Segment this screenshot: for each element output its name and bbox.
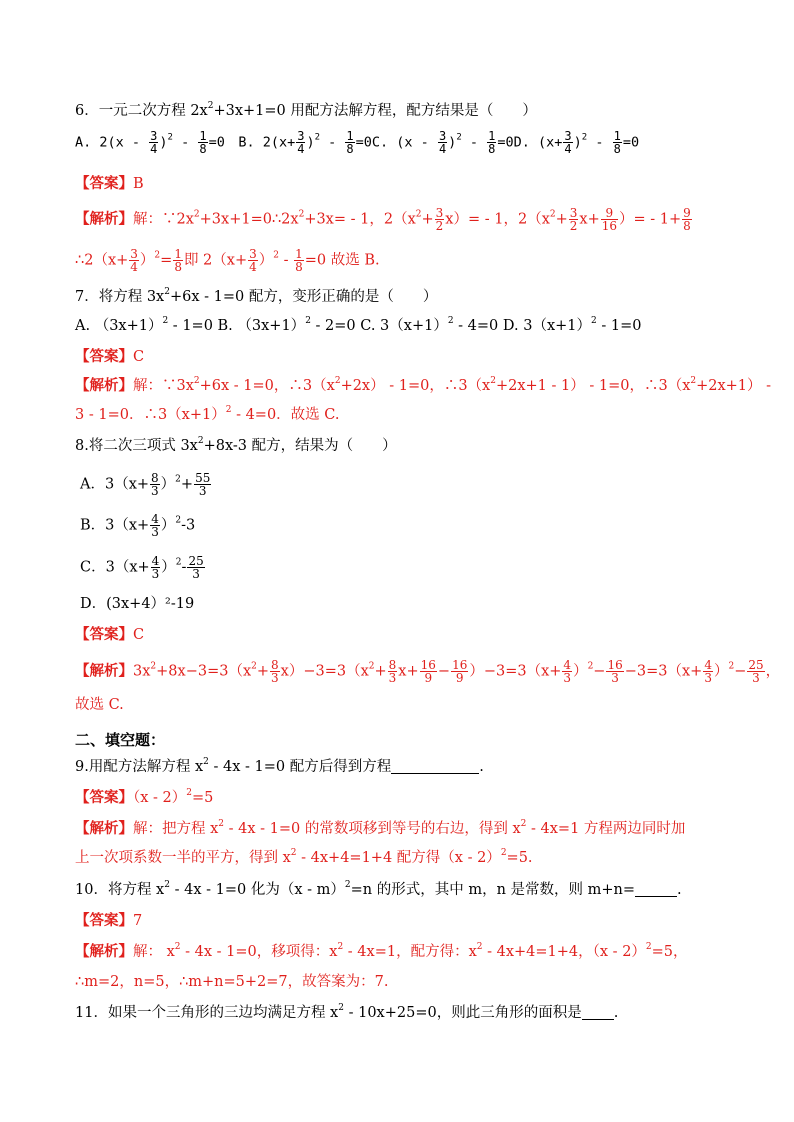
q10-analysis-line1: 【解析】解： $x^2 - 4x - 1=0$，移项得：$x^2 - 4x=1$，配方得：$x^2 - 4x+4=1+4$，（x - 2）$^2$=5， (75, 942, 688, 960)
q10-answer-blank[interactable] (635, 881, 677, 897)
q10-analysis-line2: ∴m=2，n=5，∴m+n=5+2=7，故答案为：7. (75, 974, 389, 990)
q8-option-b: B．3（x+ $\frac{4}{3}$ ）$^2$-3 (80, 512, 196, 539)
q7-options: A. $(3x+1)^2 - 1=0$ B. $(3x+1)^2 - 2=0$ C. $3(x+1)^2 - 4=0$ D. $3(x+1)^2 - 1=0$ (75, 316, 642, 334)
q6-stem: 6．一元二次方程 $2x^2+3x+1=0$ 用配方法解方程，配方结果是（ ） (75, 101, 537, 119)
section-heading: 二、填空题： (75, 731, 166, 749)
q9-analysis-line2: 上一次项系数一半的平方，得到 $x^2 - 4x+4=1+4$ 配方得（x - 2）$^2$=5. (75, 848, 533, 866)
q8-option-c: C．3（x+ $\frac{4}{3}$ ）$^2$- $\frac{25}{3}$ (80, 554, 204, 581)
q10-answer: 【答案】7 (75, 912, 143, 929)
q10-stem: 10．将方程 $x^2 - 4x - 1=0$ 化为（x - m）$^2$=n 的形式，其中 m，n 是常数，则 m+n= . (75, 880, 682, 898)
q8-analysis-line1: 【解析】$3x^2+8x-3=3(x^2+$ $\frac{8}{3}$ $x)-3=3(x^2+$ $\frac{8}{3}$ x+ $\frac{16}{9}$ − $\frac{16}{9}$ ）−3=3（x+ $\frac{4}{3}$ ）$^2$− $\frac{16}{3}$ −3=3（x+ $\frac{4}{3}$ ）$^2$− $\frac{25}{3}$ ， (75, 658, 781, 685)
q8-stem: 8.将二次三项式 $3x^2+8x-3$ 配方，结果为（ ） (75, 436, 397, 454)
q9-answer-blank[interactable] (391, 758, 479, 774)
q8-analysis-line2: 故选 C. (75, 697, 124, 713)
q11-answer-blank[interactable] (582, 1004, 614, 1020)
q6-analysis-line1: 【解析】解：$\because 2x^2+3x+1=0\therefore 2x^2+3x= - 1$，$2(x^2+$ $\frac{3}{2}$ x）= - 1，$2(x^2+$ $\frac{3}{2}$ x+ $\frac{9}{16}$ ）= - 1+ $\frac{9}{8}$ (75, 206, 691, 233)
q9-analysis-line1: 【解析】解：把方程 $x^2 - 4x - 1=0$ 的常数项移到等号的右边，得到 $x^2 - 4x=1$ 方程两边同时加 (75, 819, 686, 837)
q9-stem: 9.用配方法解方程 $x^2 - 4x - 1=0$ 配方后得到方程 . (75, 757, 484, 775)
q6-answer: 【答案】B (75, 175, 144, 192)
q8-option-d: D．(3x+4）²-19 (80, 596, 195, 612)
q9-answer: 【答案】（x - 2）$^2$=5 (75, 788, 214, 806)
q8-answer: 【答案】C (75, 626, 145, 643)
q7-answer: 【答案】C (75, 348, 145, 365)
q7-analysis-line1: 【解析】解：$\because 3x^2+6x - 1=0$，$\therefore 3(x^2+2x) - 1=0$，$\therefore 3(x^2+2x+1 - 1) - 1=0$，$\therefore 3(x^2+2x+1)$ - (75, 376, 772, 394)
q11-stem: 11．如果一个三角形的三边均满足方程 $x^2 - 10x+25=0$，则此三角形的面积是 . (75, 1003, 619, 1021)
q8-option-a: A．3（x+ $\frac{8}{3}$ ）$^2$+ $\frac{55}{3}$ (80, 471, 211, 498)
q6-analysis-line2: ∴2（x+ $\frac{3}{4}$ ）$^2$= $\frac{1}{8}$ 即 2（x+ $\frac{3}{4}$ ）$^2$ - $\frac{1}{8}$ =0 故选 B. (75, 247, 380, 274)
q7-stem: 7．将方程 $3x^2+6x - 1=0$ 配方，变形正确的是（ ） (75, 287, 438, 305)
q7-analysis-line2: 3 - 1=0．$\therefore 3(x+1)^2 - 4=0$．故选 C. (75, 405, 340, 423)
q6-options: A. 2(x - $\frac{3}{4}$ )$^2$ - $\frac{1}{8}$ =0 B. 2(x+ $\frac{3}{4}$ )$^2$ - $\frac{1}{8}$ =0C. (x - $\frac{3}{4}$ )$^2$ - $\frac{1}{8}$ =0D. (x+ $\frac{3}{4}$ )$^2$ - $\frac{1}{8}$ =0 (75, 129, 640, 156)
